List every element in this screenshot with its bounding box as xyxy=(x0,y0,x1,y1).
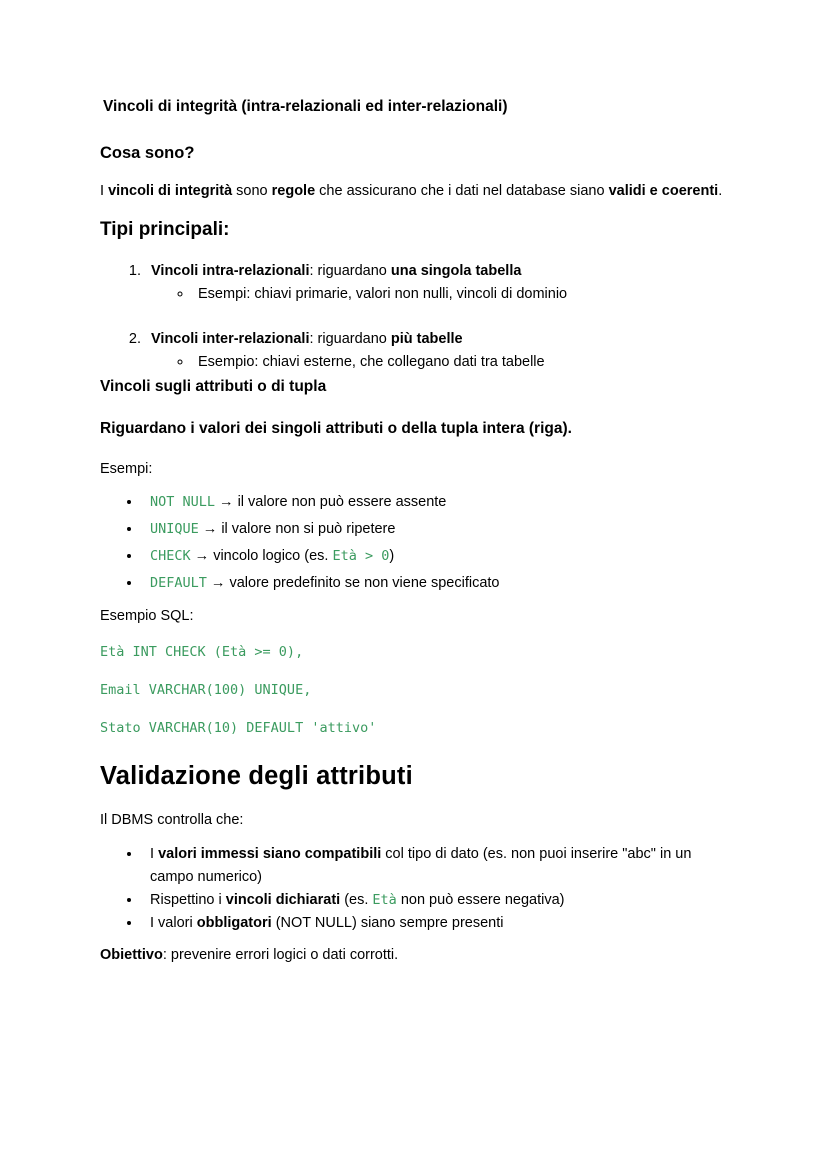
riguardano-paragraph: Riguardano i valori dei singoli attributi o della tupla intera (riga). xyxy=(100,420,572,437)
text-segment: col tipo di dato (es. non puoi inserire "abc" in un campo numerico) xyxy=(150,846,692,885)
text-segment: valori immessi siano compatibili xyxy=(158,846,382,862)
code-span: DEFAULT xyxy=(150,575,207,591)
list-item-text xyxy=(151,263,521,279)
sub-list xyxy=(151,283,732,306)
heading-vincoli-attributi: Vincoli sugli attributi o di tupla xyxy=(100,378,327,395)
text-segment: vincoli di integrità xyxy=(108,183,233,199)
list-item xyxy=(142,519,732,539)
text-segment: Vincoli inter-relazionali xyxy=(151,331,310,347)
text-segment: ) xyxy=(389,548,395,564)
heading-cosa-sono: Cosa sono? xyxy=(100,144,195,162)
sub-list-item xyxy=(193,351,732,374)
obiettivo-paragraph xyxy=(100,944,732,967)
text-segment: (es. xyxy=(340,892,373,908)
text-segment: Esempi: chiavi primarie, valori non nulli, vincoli di dominio xyxy=(198,286,568,302)
sql-code-line: Stato VARCHAR(10) DEFAULT 'attivo' xyxy=(100,720,377,736)
list-item xyxy=(145,260,732,306)
text-segment: → valore predefinito se non viene specificato xyxy=(206,575,500,591)
text-segment: una singola tabella xyxy=(390,263,522,279)
text-segment: Vincoli intra-relazionali xyxy=(151,263,310,279)
heading-tipi-principali: Tipi principali: xyxy=(100,219,230,240)
text-segment: . xyxy=(718,183,723,199)
text-segment: Vincoli di integrità (intra-relazionali ed inter-relazionali) xyxy=(103,98,508,115)
sub-list-item xyxy=(193,283,732,306)
text-segment: che assicurano che i dati nel database siano xyxy=(315,183,609,199)
text-segment: I xyxy=(100,183,109,199)
text-segment: (NOT NULL) siano sempre presenti xyxy=(271,915,504,931)
text-segment: sono xyxy=(232,183,272,199)
text-segment: non può essere negativa) xyxy=(396,892,565,908)
text-segment: Rispettino i xyxy=(150,892,226,908)
text-segment: più tabelle xyxy=(390,331,463,347)
list-item-text xyxy=(151,331,463,347)
text-segment: → il valore non può essere assente xyxy=(215,494,447,510)
code-span: NOT NULL xyxy=(150,494,216,510)
text-segment: : prevenire errori logici o dati corrotti. xyxy=(162,947,399,963)
document-title xyxy=(103,97,732,117)
code-span: CHECK xyxy=(150,548,191,564)
list-item xyxy=(142,889,732,912)
text-segment: Obiettivo xyxy=(100,947,163,963)
text-segment: : riguardano xyxy=(309,263,391,279)
text-segment: Esempio: chiavi esterne, che collegano dati tra tabelle xyxy=(198,354,545,370)
text-segment: I valori xyxy=(150,915,197,931)
code-span: UNIQUE xyxy=(150,521,199,537)
list-item xyxy=(142,912,732,935)
list-item xyxy=(142,573,732,593)
list-item xyxy=(142,546,732,566)
code-span: Età > 0 xyxy=(332,548,390,564)
text-segment: I xyxy=(150,846,159,862)
list-item xyxy=(145,328,732,374)
text-segment: vincoli dichiarati xyxy=(225,892,341,908)
code-span: Età xyxy=(372,892,397,908)
list-item xyxy=(142,492,732,512)
bullet-list-dbms xyxy=(100,843,732,935)
list-item xyxy=(142,843,732,889)
heading-validazione: Validazione degli attributi xyxy=(100,762,413,790)
numbered-list-tipi xyxy=(100,260,732,374)
text-segment: → vincolo logico (es. xyxy=(190,548,333,564)
dbms-label: Il DBMS controlla che: xyxy=(100,812,244,828)
text-segment: validi e coerenti xyxy=(608,183,719,199)
text-segment: → il valore non si può ripetere xyxy=(198,521,396,537)
sql-code-line: Età INT CHECK (Età >= 0), xyxy=(100,644,304,660)
esempi-label: Esempi: xyxy=(100,461,153,477)
esempio-sql-label: Esempio SQL: xyxy=(100,608,194,624)
bullet-list-esempi xyxy=(100,492,732,593)
text-segment: obbligatori xyxy=(196,915,272,931)
text-segment: regole xyxy=(271,183,316,199)
sql-code-line: Email VARCHAR(100) UNIQUE, xyxy=(100,682,312,698)
text-segment: : riguardano xyxy=(309,331,391,347)
sub-list xyxy=(151,351,732,374)
document-content xyxy=(100,0,732,967)
intro-paragraph xyxy=(100,180,732,203)
